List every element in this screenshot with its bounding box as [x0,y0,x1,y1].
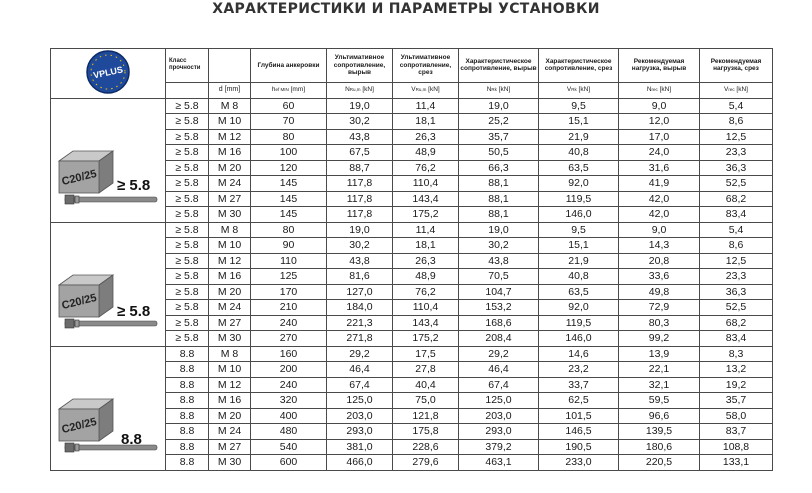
diameter-cell: M 27 [209,191,251,207]
n-char-cell: 19,0 [459,98,539,114]
steel-grade-label: 8.8 [121,430,142,448]
class-cell: ≥ 5.8 [166,222,209,238]
class-cell: ≥ 5.8 [166,129,209,145]
n-rec-cell: 59,5 [619,393,700,409]
v-ult-cell: 26,3 [393,129,459,145]
depth-cell: 80 [251,222,327,238]
class-cell: ≥ 5.8 [166,315,209,331]
depth-cell: 480 [251,424,327,440]
n-ult-cell: 30,2 [327,114,393,130]
depth-cell: 240 [251,377,327,393]
depth-cell: 320 [251,393,327,409]
header-unit-1: VRu,m [kN] [393,82,459,98]
class-cell: ≥ 5.8 [166,114,209,130]
class-cell: 8.8 [166,408,209,424]
class-cell: ≥ 5.8 [166,207,209,223]
n-ult-cell: 43,8 [327,129,393,145]
v-ult-cell: 110,4 [393,300,459,316]
depth-cell: 90 [251,238,327,254]
n-ult-cell: 46,4 [327,362,393,378]
header-unit-3: VRk [kN] [539,82,619,98]
v-ult-cell: 18,1 [393,114,459,130]
class-cell: 8.8 [166,455,209,471]
diameter-cell: M 27 [209,439,251,455]
depth-cell: 125 [251,269,327,285]
n-char-cell: 46,4 [459,362,539,378]
v-rec-cell: 52,5 [700,176,773,192]
depth-cell: 145 [251,176,327,192]
n-rec-cell: 17,0 [619,129,700,145]
diameter-cell: M 12 [209,129,251,145]
diameter-cell: M 16 [209,145,251,161]
diameter-cell: M 20 [209,160,251,176]
v-char-cell: 14,6 [539,346,619,362]
class-cell: ≥ 5.8 [166,145,209,161]
v-rec-cell: 133,1 [700,455,773,471]
depth-cell: 160 [251,346,327,362]
v-rec-cell: 108,8 [700,439,773,455]
n-rec-cell: 31,6 [619,160,700,176]
n-ult-cell: 117,8 [327,191,393,207]
diameter-cell: M 24 [209,176,251,192]
depth-cell: 200 [251,362,327,378]
class-cell: ≥ 5.8 [166,300,209,316]
v-char-cell: 146,0 [539,331,619,347]
n-rec-cell: 9,0 [619,222,700,238]
header-col-5: Рекомендуемая нагрузка, срез [700,49,773,83]
n-ult-cell: 184,0 [327,300,393,316]
class-cell: 8.8 [166,393,209,409]
v-ult-cell: 17,5 [393,346,459,362]
class-cell: 8.8 [166,439,209,455]
v-rec-cell: 5,4 [700,98,773,114]
n-char-cell: 203,0 [459,408,539,424]
v-char-cell: 190,5 [539,439,619,455]
n-ult-cell: 125,0 [327,393,393,409]
diameter-cell: M 10 [209,362,251,378]
v-char-cell: 15,1 [539,238,619,254]
class-cell: ≥ 5.8 [166,253,209,269]
v-rec-cell: 13,2 [700,362,773,378]
header-col-2: Характеристическое сопротивление, вырыв [459,49,539,83]
header-col-4: Рекомендуемая нагрузка, вырыв [619,49,700,83]
n-char-cell: 19,0 [459,222,539,238]
n-rec-cell: 9,0 [619,98,700,114]
n-char-cell: 153,2 [459,300,539,316]
n-ult-cell: 381,0 [327,439,393,455]
n-rec-cell: 20,8 [619,253,700,269]
diameter-cell: M 16 [209,269,251,285]
v-ult-cell: 76,2 [393,284,459,300]
v-char-cell: 146,5 [539,424,619,440]
class-cell: 8.8 [166,377,209,393]
depth-cell: 70 [251,114,327,130]
v-ult-cell: 175,8 [393,424,459,440]
v-char-cell: 119,5 [539,315,619,331]
n-ult-cell: 221,3 [327,315,393,331]
n-ult-cell: 203,0 [327,408,393,424]
v-rec-cell: 23,3 [700,145,773,161]
v-rec-cell: 8,6 [700,114,773,130]
v-char-cell: 23,2 [539,362,619,378]
diameter-cell: M 10 [209,238,251,254]
n-rec-cell: 80,3 [619,315,700,331]
header-unit-2: NRk [kN] [459,82,539,98]
v-char-cell: 40,8 [539,145,619,161]
class-cell: ≥ 5.8 [166,238,209,254]
n-rec-cell: 41,9 [619,176,700,192]
diameter-cell: M 30 [209,455,251,471]
concrete-anchor-illustration [51,99,165,222]
v-char-cell: 101,5 [539,408,619,424]
n-char-cell: 25,2 [459,114,539,130]
diameter-cell: M 12 [209,253,251,269]
class-cell: ≥ 5.8 [166,269,209,285]
n-ult-cell: 19,0 [327,222,393,238]
anchor-parameters-table [50,48,773,471]
v-rec-cell: 19,2 [700,377,773,393]
vplus-logo [85,49,131,95]
n-char-cell: 50,5 [459,145,539,161]
depth-cell: 80 [251,129,327,145]
n-rec-cell: 139,5 [619,424,700,440]
depth-cell: 120 [251,160,327,176]
concrete-anchor-illustration [51,347,165,470]
class-cell: 8.8 [166,362,209,378]
v-rec-cell: 35,7 [700,393,773,409]
n-ult-cell: 29,2 [327,346,393,362]
diameter-cell: M 8 [209,222,251,238]
n-char-cell: 125,0 [459,393,539,409]
v-ult-cell: 75,0 [393,393,459,409]
n-rec-cell: 49,8 [619,284,700,300]
page-title: ХАРАКТЕРИСТИКИ И ПАРАМЕТРЫ УСТАНОВКИ [212,1,600,17]
steel-grade-label: ≥ 5.8 [117,302,151,320]
n-char-cell: 104,7 [459,284,539,300]
v-char-cell: 63,5 [539,284,619,300]
v-rec-cell: 12,5 [700,253,773,269]
v-rec-cell: 68,2 [700,315,773,331]
n-ult-cell: 81,6 [327,269,393,285]
diameter-cell: M 20 [209,284,251,300]
n-rec-cell: 24,0 [619,145,700,161]
v-rec-cell: 68,2 [700,191,773,207]
n-ult-cell: 88,7 [327,160,393,176]
n-char-cell: 70,5 [459,269,539,285]
diameter-cell: M 27 [209,315,251,331]
concrete-class-label: C20/25 [60,291,98,312]
v-char-cell: 62,5 [539,393,619,409]
concrete-class-label: C20/25 [60,415,98,436]
v-char-cell: 15,1 [539,114,619,130]
header-depth: Глубина анкеровки [251,49,327,83]
n-rec-cell: 220,5 [619,455,700,471]
n-rec-cell: 42,0 [619,207,700,223]
group-illustration-cell [51,346,166,470]
v-rec-cell: 36,3 [700,160,773,176]
v-char-cell: 233,0 [539,455,619,471]
n-rec-cell: 180,6 [619,439,700,455]
v-rec-cell: 8,6 [700,238,773,254]
n-char-cell: 67,4 [459,377,539,393]
v-ult-cell: 26,3 [393,253,459,269]
v-rec-cell: 12,5 [700,129,773,145]
n-char-cell: 43,8 [459,253,539,269]
v-rec-cell: 52,5 [700,300,773,316]
v-rec-cell: 83,4 [700,331,773,347]
diameter-cell: M 30 [209,207,251,223]
n-ult-cell: 117,8 [327,176,393,192]
depth-cell: 145 [251,191,327,207]
v-char-cell: 63,5 [539,160,619,176]
table-row [51,346,773,362]
v-ult-cell: 175,2 [393,331,459,347]
n-ult-cell: 67,5 [327,145,393,161]
v-char-cell: 21,9 [539,129,619,145]
n-rec-cell: 96,6 [619,408,700,424]
diameter-cell: M 8 [209,346,251,362]
n-char-cell: 168,6 [459,315,539,331]
v-ult-cell: 27,8 [393,362,459,378]
diameter-cell: M 16 [209,393,251,409]
n-char-cell: 29,2 [459,346,539,362]
n-char-cell: 379,2 [459,439,539,455]
v-rec-cell: 83,4 [700,207,773,223]
class-cell: ≥ 5.8 [166,176,209,192]
v-char-cell: 119,5 [539,191,619,207]
depth-cell: 540 [251,439,327,455]
diameter-cell: M 8 [209,98,251,114]
header-diameter: d [mm] [209,82,251,98]
v-ult-cell: 175,2 [393,207,459,223]
header-unit-5: Vrec [kN] [700,82,773,98]
header-unit-0: NRu,m [kN] [327,82,393,98]
v-rec-cell: 8,3 [700,346,773,362]
header-col-3: Характеристическое сопротивление, срез [539,49,619,83]
class-cell: ≥ 5.8 [166,160,209,176]
group-illustration-cell [51,98,166,222]
n-rec-cell: 22,1 [619,362,700,378]
n-ult-cell: 19,0 [327,98,393,114]
steel-grade-label: ≥ 5.8 [117,176,151,194]
v-ult-cell: 18,1 [393,238,459,254]
v-ult-cell: 48,9 [393,145,459,161]
class-cell: ≥ 5.8 [166,284,209,300]
n-rec-cell: 14,3 [619,238,700,254]
n-char-cell: 463,1 [459,455,539,471]
n-ult-cell: 271,8 [327,331,393,347]
v-ult-cell: 228,6 [393,439,459,455]
class-cell: ≥ 5.8 [166,98,209,114]
n-ult-cell: 43,8 [327,253,393,269]
class-cell: 8.8 [166,424,209,440]
logo-text: VPLUS [92,64,124,81]
v-ult-cell: 11,4 [393,98,459,114]
n-ult-cell: 127,0 [327,284,393,300]
group-illustration-cell [51,222,166,346]
v-ult-cell: 48,9 [393,269,459,285]
n-rec-cell: 33,6 [619,269,700,285]
n-char-cell: 88,1 [459,191,539,207]
diameter-cell: M 12 [209,377,251,393]
v-char-cell: 40,8 [539,269,619,285]
n-rec-cell: 13,9 [619,346,700,362]
v-rec-cell: 83,7 [700,424,773,440]
v-ult-cell: 11,4 [393,222,459,238]
n-rec-cell: 42,0 [619,191,700,207]
v-char-cell: 146,0 [539,207,619,223]
header-class: Класс прочности [166,49,209,83]
n-char-cell: 88,1 [459,207,539,223]
v-ult-cell: 110,4 [393,176,459,192]
v-char-cell: 92,0 [539,300,619,316]
concrete-class-label: C20/25 [60,167,98,188]
depth-cell: 60 [251,98,327,114]
n-ult-cell: 293,0 [327,424,393,440]
n-char-cell: 208,4 [459,331,539,347]
n-char-cell: 30,2 [459,238,539,254]
n-rec-cell: 72,9 [619,300,700,316]
logo-cell [51,49,166,99]
v-char-cell: 9,5 [539,222,619,238]
n-char-cell: 66,3 [459,160,539,176]
v-rec-cell: 36,3 [700,284,773,300]
depth-cell: 270 [251,331,327,347]
n-char-cell: 88,1 [459,176,539,192]
n-rec-cell: 99,2 [619,331,700,347]
v-char-cell: 9,5 [539,98,619,114]
diameter-cell: M 20 [209,408,251,424]
depth-cell: 100 [251,145,327,161]
header-depth-unit: hef MIN [mm] [251,82,327,98]
depth-cell: 600 [251,455,327,471]
n-ult-cell: 117,8 [327,207,393,223]
class-cell: ≥ 5.8 [166,191,209,207]
v-char-cell: 92,0 [539,176,619,192]
v-ult-cell: 40,4 [393,377,459,393]
v-ult-cell: 279,6 [393,455,459,471]
v-rec-cell: 5,4 [700,222,773,238]
n-char-cell: 35,7 [459,129,539,145]
v-char-cell: 21,9 [539,253,619,269]
header-row-labels [51,49,773,83]
header-col-1: Ультимативное сопротивление, срез [393,49,459,83]
n-ult-cell: 466,0 [327,455,393,471]
n-ult-cell: 67,4 [327,377,393,393]
depth-cell: 170 [251,284,327,300]
header-unit-4: Nrec [kN] [619,82,700,98]
table-row [51,222,773,238]
depth-cell: 400 [251,408,327,424]
v-ult-cell: 143,4 [393,191,459,207]
diameter-cell: M 30 [209,331,251,347]
diameter-cell: M 24 [209,300,251,316]
n-ult-cell: 30,2 [327,238,393,254]
class-cell: ≥ 5.8 [166,331,209,347]
v-ult-cell: 76,2 [393,160,459,176]
depth-cell: 210 [251,300,327,316]
depth-cell: 110 [251,253,327,269]
table-row [51,98,773,114]
v-ult-cell: 121,8 [393,408,459,424]
header-col-0: Ультимативное сопротивление, вырыв [327,49,393,83]
v-rec-cell: 58,0 [700,408,773,424]
n-rec-cell: 12,0 [619,114,700,130]
class-cell: 8.8 [166,346,209,362]
concrete-anchor-illustration [51,223,165,346]
diameter-cell: M 10 [209,114,251,130]
depth-cell: 145 [251,207,327,223]
v-ult-cell: 143,4 [393,315,459,331]
n-rec-cell: 32,1 [619,377,700,393]
depth-cell: 240 [251,315,327,331]
v-rec-cell: 23,3 [700,269,773,285]
diameter-cell: M 24 [209,424,251,440]
v-char-cell: 33,7 [539,377,619,393]
n-char-cell: 293,0 [459,424,539,440]
